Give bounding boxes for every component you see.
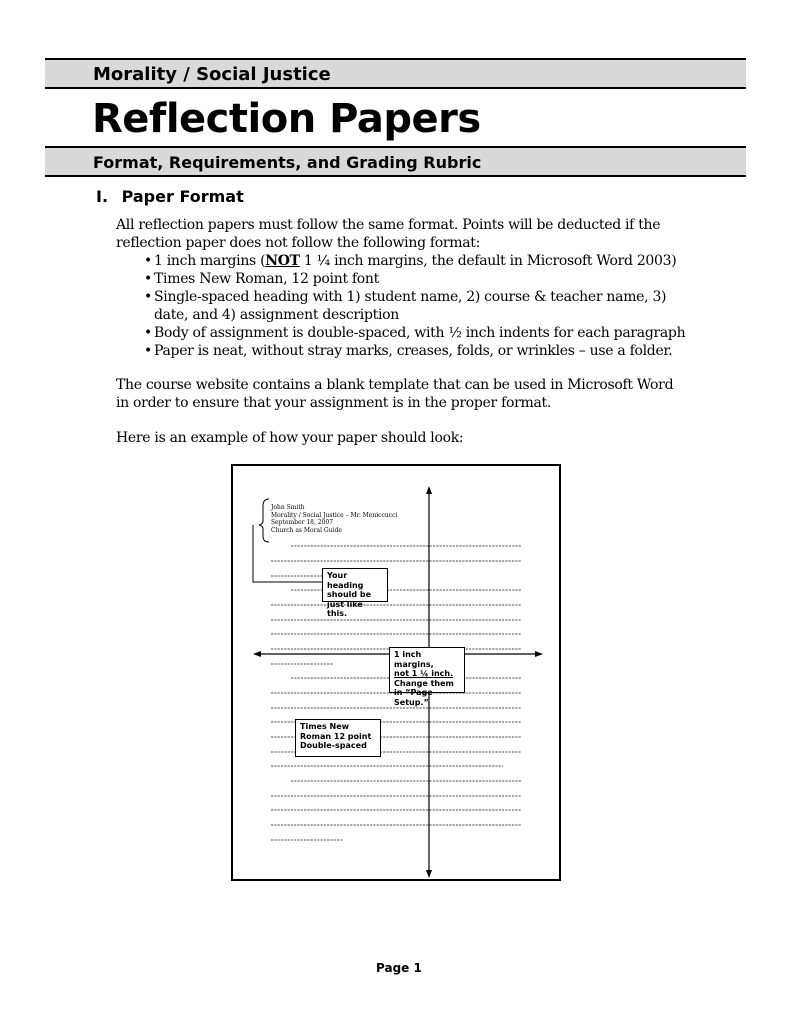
bullet-text-after: 1 ¼ inch margins, the default in Microsoft Word 2003) <box>299 253 677 269</box>
format-intro-block <box>116 216 686 360</box>
subtitle-band <box>45 146 746 177</box>
heading-callout: Your heading should be just like this. <box>322 568 388 602</box>
section-number: I. <box>96 187 109 206</box>
page-title: Reflection Papers <box>92 96 481 142</box>
website-note: The course website contains a blank template that can be used in Microsoft Word in order to ensure that your assignment is in the proper format. <box>116 377 674 411</box>
list-item: • Single-spaced heading with 1) student name, 2) course & teacher name, 3) date, and 4) assignment description <box>144 289 667 323</box>
example-intro: Here is an example of how your paper should look: <box>116 430 464 446</box>
margins-callout: 1 inch margins, not 1 ¼ inch. Change them in “Page Setup.” <box>389 647 465 693</box>
heading-line: September 18, 2007 <box>271 519 334 526</box>
font-callout: Times New Roman 12 point Double-spaced <box>295 719 381 757</box>
arrow-down-icon <box>426 870 432 878</box>
arrow-up-icon <box>426 486 432 494</box>
page-number: Page 1 <box>376 961 422 975</box>
heading-line: Church as Moral Guide <box>271 526 342 534</box>
arrow-left-icon <box>253 651 261 657</box>
list-item: • 1 inch margins (NOT 1 ¼ inch margins, the default in Microsoft Word 2003) <box>144 253 677 269</box>
subtitle-label: Format, Requirements, and Grading Rubric <box>93 153 482 172</box>
subject-label: Morality / Social Justice <box>93 64 331 85</box>
format-bullet-list <box>116 252 686 360</box>
list-item: • Times New Roman, 12 point font <box>144 271 379 287</box>
format-intro-text: All reflection papers must follow the same format. Points will be deducted if the reflection paper does not follow the following format: <box>116 217 661 251</box>
heading-line: John Smith <box>271 504 305 511</box>
example-paper-figure <box>231 464 561 881</box>
bullet-text: Paper is neat, without stray marks, creases, folds, or wrinkles – use a folder. <box>154 343 673 359</box>
list-item: • Paper is neat, without stray marks, creases, folds, or wrinkles – use a folder. <box>144 343 673 359</box>
bullet-text: Single-spaced heading with 1) student name, 2) course & teacher name, 3) date, and 4) assignment description <box>154 289 667 323</box>
bullet-text: Times New Roman, 12 point font <box>154 271 379 287</box>
emphasis-not: NOT <box>265 253 300 269</box>
bullet-text: Body of assignment is double-spaced, with ½ inch indents for each paragraph <box>154 325 686 341</box>
example-heading-lines <box>271 504 397 534</box>
heading-line: Morality / Social Justice – Mr. Meniccucci <box>271 511 398 519</box>
heading-brace <box>259 499 269 542</box>
arrow-right-icon <box>535 651 543 657</box>
list-item: • Body of assignment is double-spaced, with ½ inch indents for each paragraph <box>144 325 686 341</box>
section-title: Paper Format <box>121 187 244 206</box>
subject-band <box>45 58 746 89</box>
bullet-text-before: 1 inch margins ( <box>154 253 266 269</box>
section-heading <box>96 187 244 206</box>
